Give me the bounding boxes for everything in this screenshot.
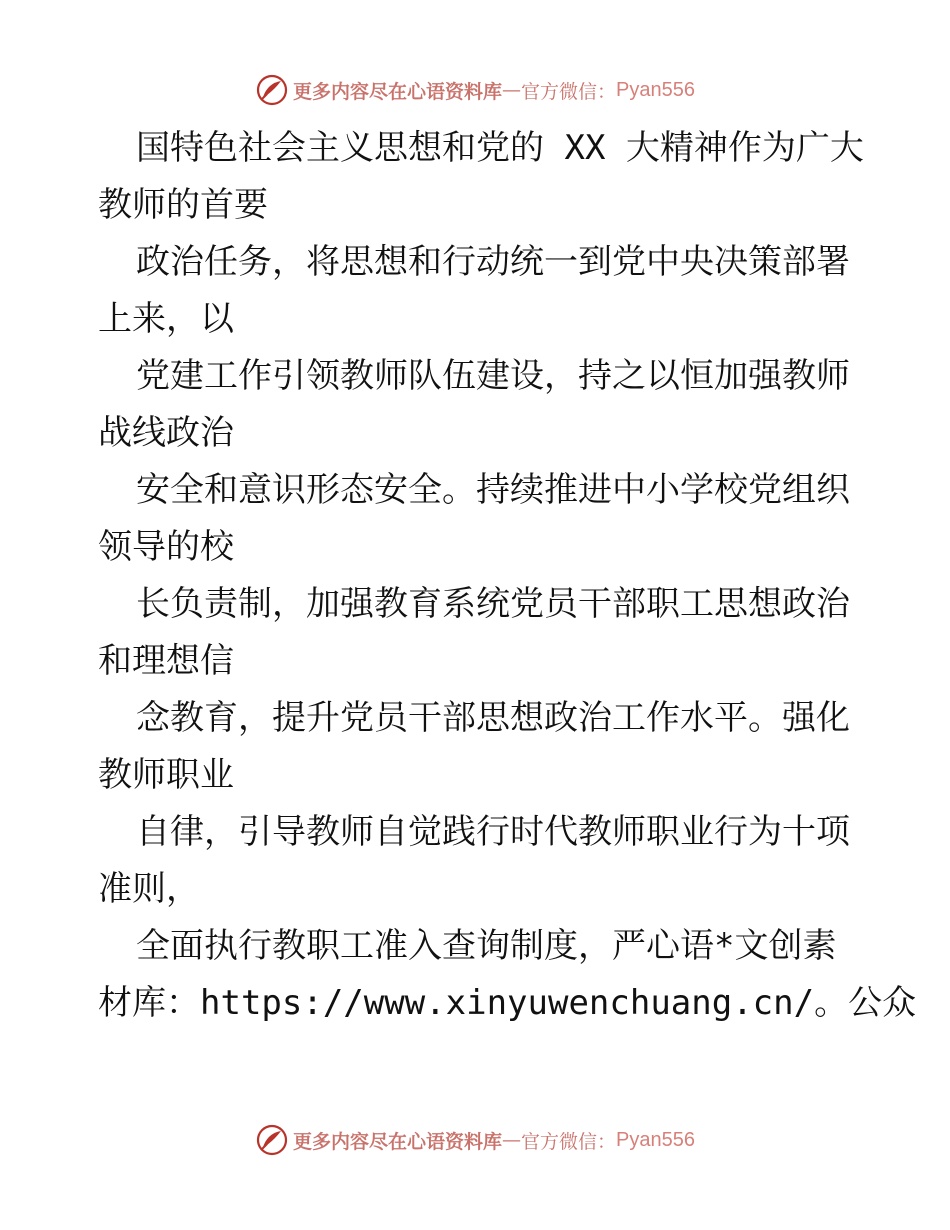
body-line: 念教育，提升党员干部思想政治工作水平。强化: [136, 698, 850, 738]
body-line: 和理想信: [98, 641, 234, 681]
header-separator: —: [502, 79, 522, 101]
body-line: 党建工作引领教师队伍建设，持之以恒加强教师: [136, 356, 850, 396]
body-line: 全面执行教职工准入查询制度，严心语*文创素: [136, 926, 837, 966]
footer-separator: —: [502, 1129, 522, 1151]
body-line: 国特色社会主义思想和党的 XX 大精神作为广大: [136, 128, 864, 168]
pen-logo-icon: [255, 73, 289, 107]
body-line: 教师职业: [98, 755, 234, 795]
body-line: 战线政治: [98, 413, 234, 453]
body-line: 上来，以: [98, 299, 234, 339]
body-line: 长负责制，加强教育系统党员干部职工思想政治: [136, 584, 850, 624]
header-wechat-label: 官方微信：: [521, 80, 617, 103]
body-text: [98, 120, 917, 1032]
footer-wechat-label: 官方微信：: [521, 1130, 617, 1153]
footer-brand-text: 更多内容尽在心语资料库: [293, 1130, 503, 1153]
footer-wechat-id: Pyan556: [616, 1128, 695, 1151]
body-line: 政治任务，将思想和行动统一到党中央决策部署: [136, 242, 850, 282]
footer-banner: [0, 1120, 950, 1160]
body-line: 准则，: [98, 869, 200, 909]
header-banner: [0, 70, 950, 110]
header-brand-text: 更多内容尽在心语资料库: [293, 80, 503, 103]
header-wechat-id: Pyan556: [616, 78, 695, 101]
body-line: 教师的首要: [98, 185, 268, 225]
body-line: 自律，引导教师自觉践行时代教师职业行为十项: [136, 812, 850, 852]
body-line: 安全和意识形态安全。持续推进中小学校党组织: [136, 470, 850, 510]
body-line: 领导的校: [98, 527, 234, 567]
body-line: 材库：https://www.xinyuwenchuang.cn/。公众: [98, 983, 917, 1023]
pen-logo-icon: [255, 1123, 289, 1157]
